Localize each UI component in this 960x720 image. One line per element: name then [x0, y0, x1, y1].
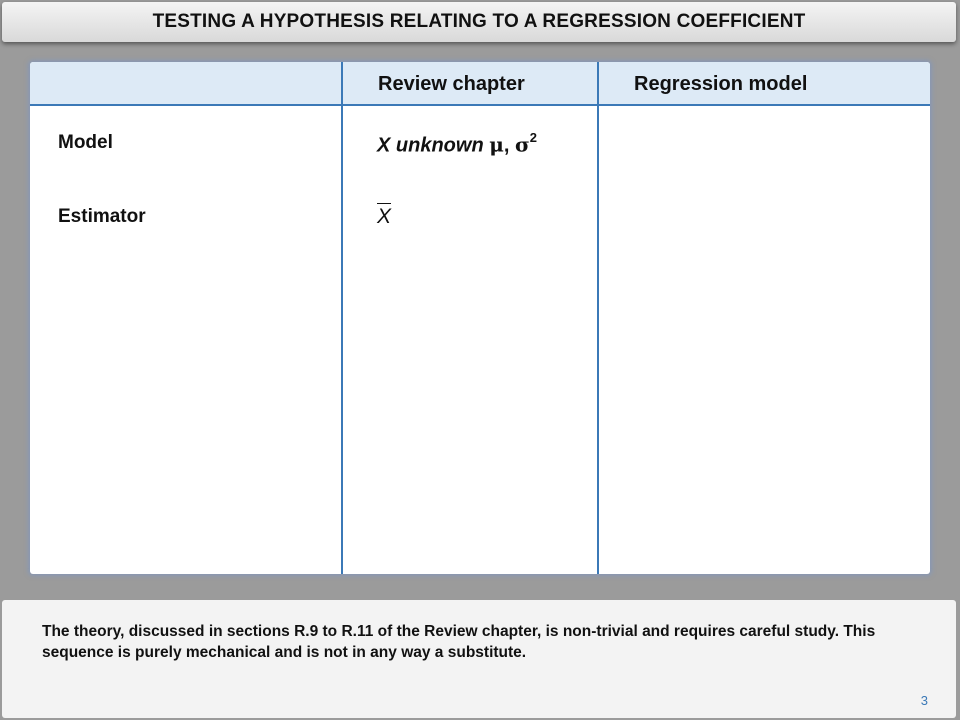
cell-review-estimator — [377, 203, 391, 229]
cell-review-model — [377, 132, 537, 158]
x-bar-estimator: X — [377, 205, 392, 228]
column-header-review-chapter: Review chapter — [378, 73, 525, 95]
sigma-symbol: σ — [515, 132, 530, 157]
comma-separator: , — [503, 134, 510, 157]
column-divider-right — [597, 62, 599, 574]
sigma-exponent: 2 — [529, 130, 537, 145]
mu-symbol: μ — [489, 132, 504, 157]
header-divider — [30, 104, 930, 106]
footnote-panel — [2, 600, 956, 718]
slide-title: TESTING A HYPOTHESIS RELATING TO A REGRESSION COEFFICIENT — [152, 11, 806, 32]
title-bar — [2, 2, 956, 42]
comparison-table — [30, 62, 930, 574]
column-header-regression-model: Regression model — [634, 73, 808, 95]
row-label-estimator: Estimator — [58, 206, 146, 227]
variable-x: X unknown — [377, 134, 484, 157]
footnote-text: The theory, discussed in sections R.9 to R.11 of the Review chapter, is non-trivial and requires careful study. This sequence is purely mechanical and is not in any way a substitute. — [42, 623, 876, 661]
page-number: 3 — [920, 693, 928, 708]
row-label-model: Model — [58, 132, 113, 153]
column-divider-left — [341, 62, 343, 574]
